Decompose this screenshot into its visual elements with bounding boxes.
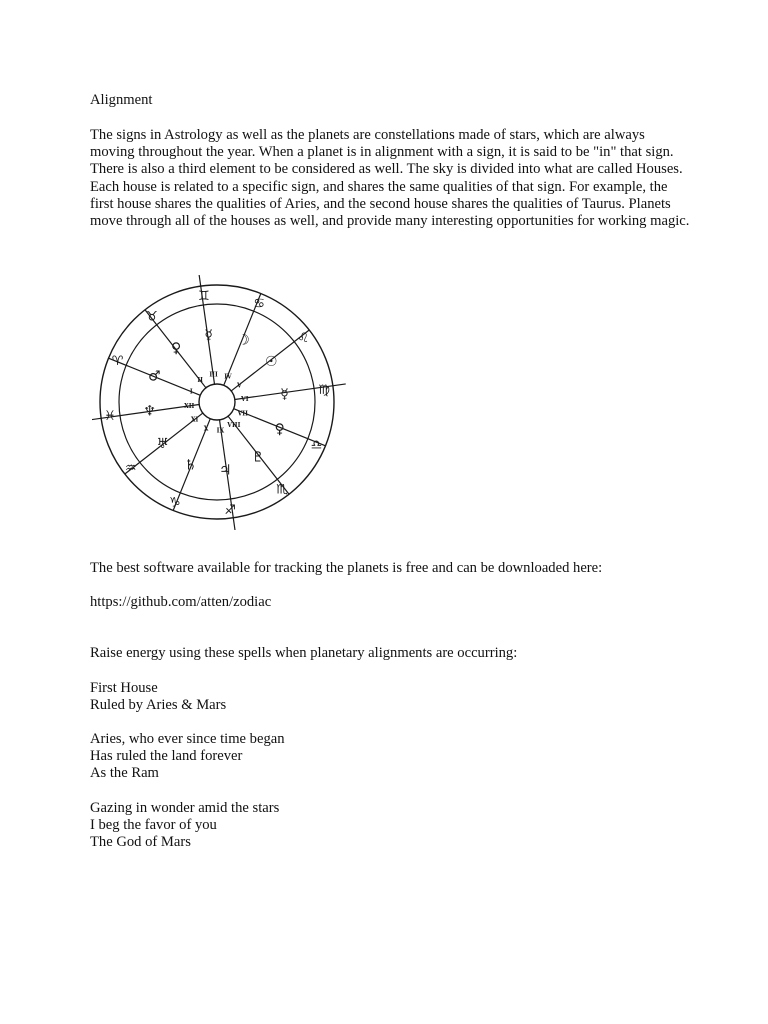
verse1-line: As the Ram: [90, 765, 159, 782]
planet-glyph: ☉: [265, 354, 278, 371]
zodiac-wheel-diagram: [92, 275, 352, 530]
planet-glyph: ♅: [156, 435, 169, 452]
planet-glyph: ☽: [237, 332, 250, 349]
sign-glyph: ♈: [111, 353, 124, 369]
planet-glyph: ☿: [204, 327, 214, 344]
spells-intro: Raise energy using these spells when planetary alignments are occurring:: [90, 645, 518, 662]
house-numeral: V: [237, 382, 242, 390]
verse1-line: Has ruled the land forever: [90, 748, 243, 765]
planet-glyph: ♂: [148, 368, 161, 385]
house-numeral: XII: [184, 402, 195, 410]
verse1-line: Aries, who ever since time began: [90, 731, 285, 748]
sign-glyph: ♑: [168, 495, 181, 511]
sign-glyph: ♐: [224, 503, 236, 519]
house-numeral: XI: [190, 416, 199, 424]
center-circle: [199, 384, 235, 420]
house-numeral: VI: [241, 396, 249, 404]
house-numeral: VII: [237, 410, 248, 418]
intro-paragraph: The signs in Astrology as well as the planets are constellations made of stars, which are always moving throughout the year. When a planet is in alignment with a sign, it is said to be "in" that sign. There is also a third element to be considered as well. The sky is divided into what are called Houses. Each house is related to a specific sign, and shares the same qualities of that sign. For example, the first house shares the qualities of Aries, and the second house shares the qualities of Taurus. Planets move through all of the houses as well, and provide many interesting opportunities for working magic.: [90, 127, 690, 230]
sign-glyph: ♉: [146, 309, 158, 325]
sign-glyph: ♌: [297, 331, 310, 347]
house-numeral: III: [209, 371, 218, 379]
verse2-line: Gazing in wonder amid the stars: [90, 799, 280, 816]
sign-glyph: ♊: [198, 288, 210, 304]
planet-glyph: ♀: [274, 421, 285, 438]
house-title: First House: [90, 679, 158, 696]
software-text: The best software available for tracking the planets is free and can be downloaded here:: [90, 560, 603, 576]
sign-glyph: ♓: [103, 409, 116, 425]
sign-glyph: ♒: [124, 460, 137, 476]
planet-glyph: ♄: [184, 457, 197, 474]
planet-glyph: ♇: [251, 449, 265, 466]
planet-glyph: ♆: [143, 403, 156, 420]
house-numeral: VIII: [227, 421, 241, 429]
sign-glyph: ♎: [310, 438, 323, 454]
house-numeral: IX: [216, 427, 225, 435]
document-heading: Alignment: [90, 92, 153, 108]
software-url[interactable]: https://github.com/atten/zodiac: [90, 594, 272, 611]
house-numeral: X: [203, 425, 209, 433]
verse2-line: I beg the favor of you: [90, 816, 217, 833]
house-ruler: Ruled by Aries & Mars: [90, 696, 227, 713]
sign-glyph: ♋: [253, 296, 266, 312]
planet-glyph: ☿: [280, 386, 289, 403]
house-numeral: II: [197, 377, 203, 385]
planet-glyph: ♀: [170, 340, 182, 357]
sign-glyph: ♏: [276, 482, 288, 498]
lower-text: [90, 560, 690, 851]
planet-glyph: ♃: [219, 462, 232, 479]
sign-glyph: ♍: [318, 382, 331, 398]
verse2-line: The God of Mars: [90, 834, 191, 851]
house-numeral: IV: [224, 373, 232, 381]
house-numeral: I: [189, 388, 193, 396]
document-body: [90, 90, 690, 230]
